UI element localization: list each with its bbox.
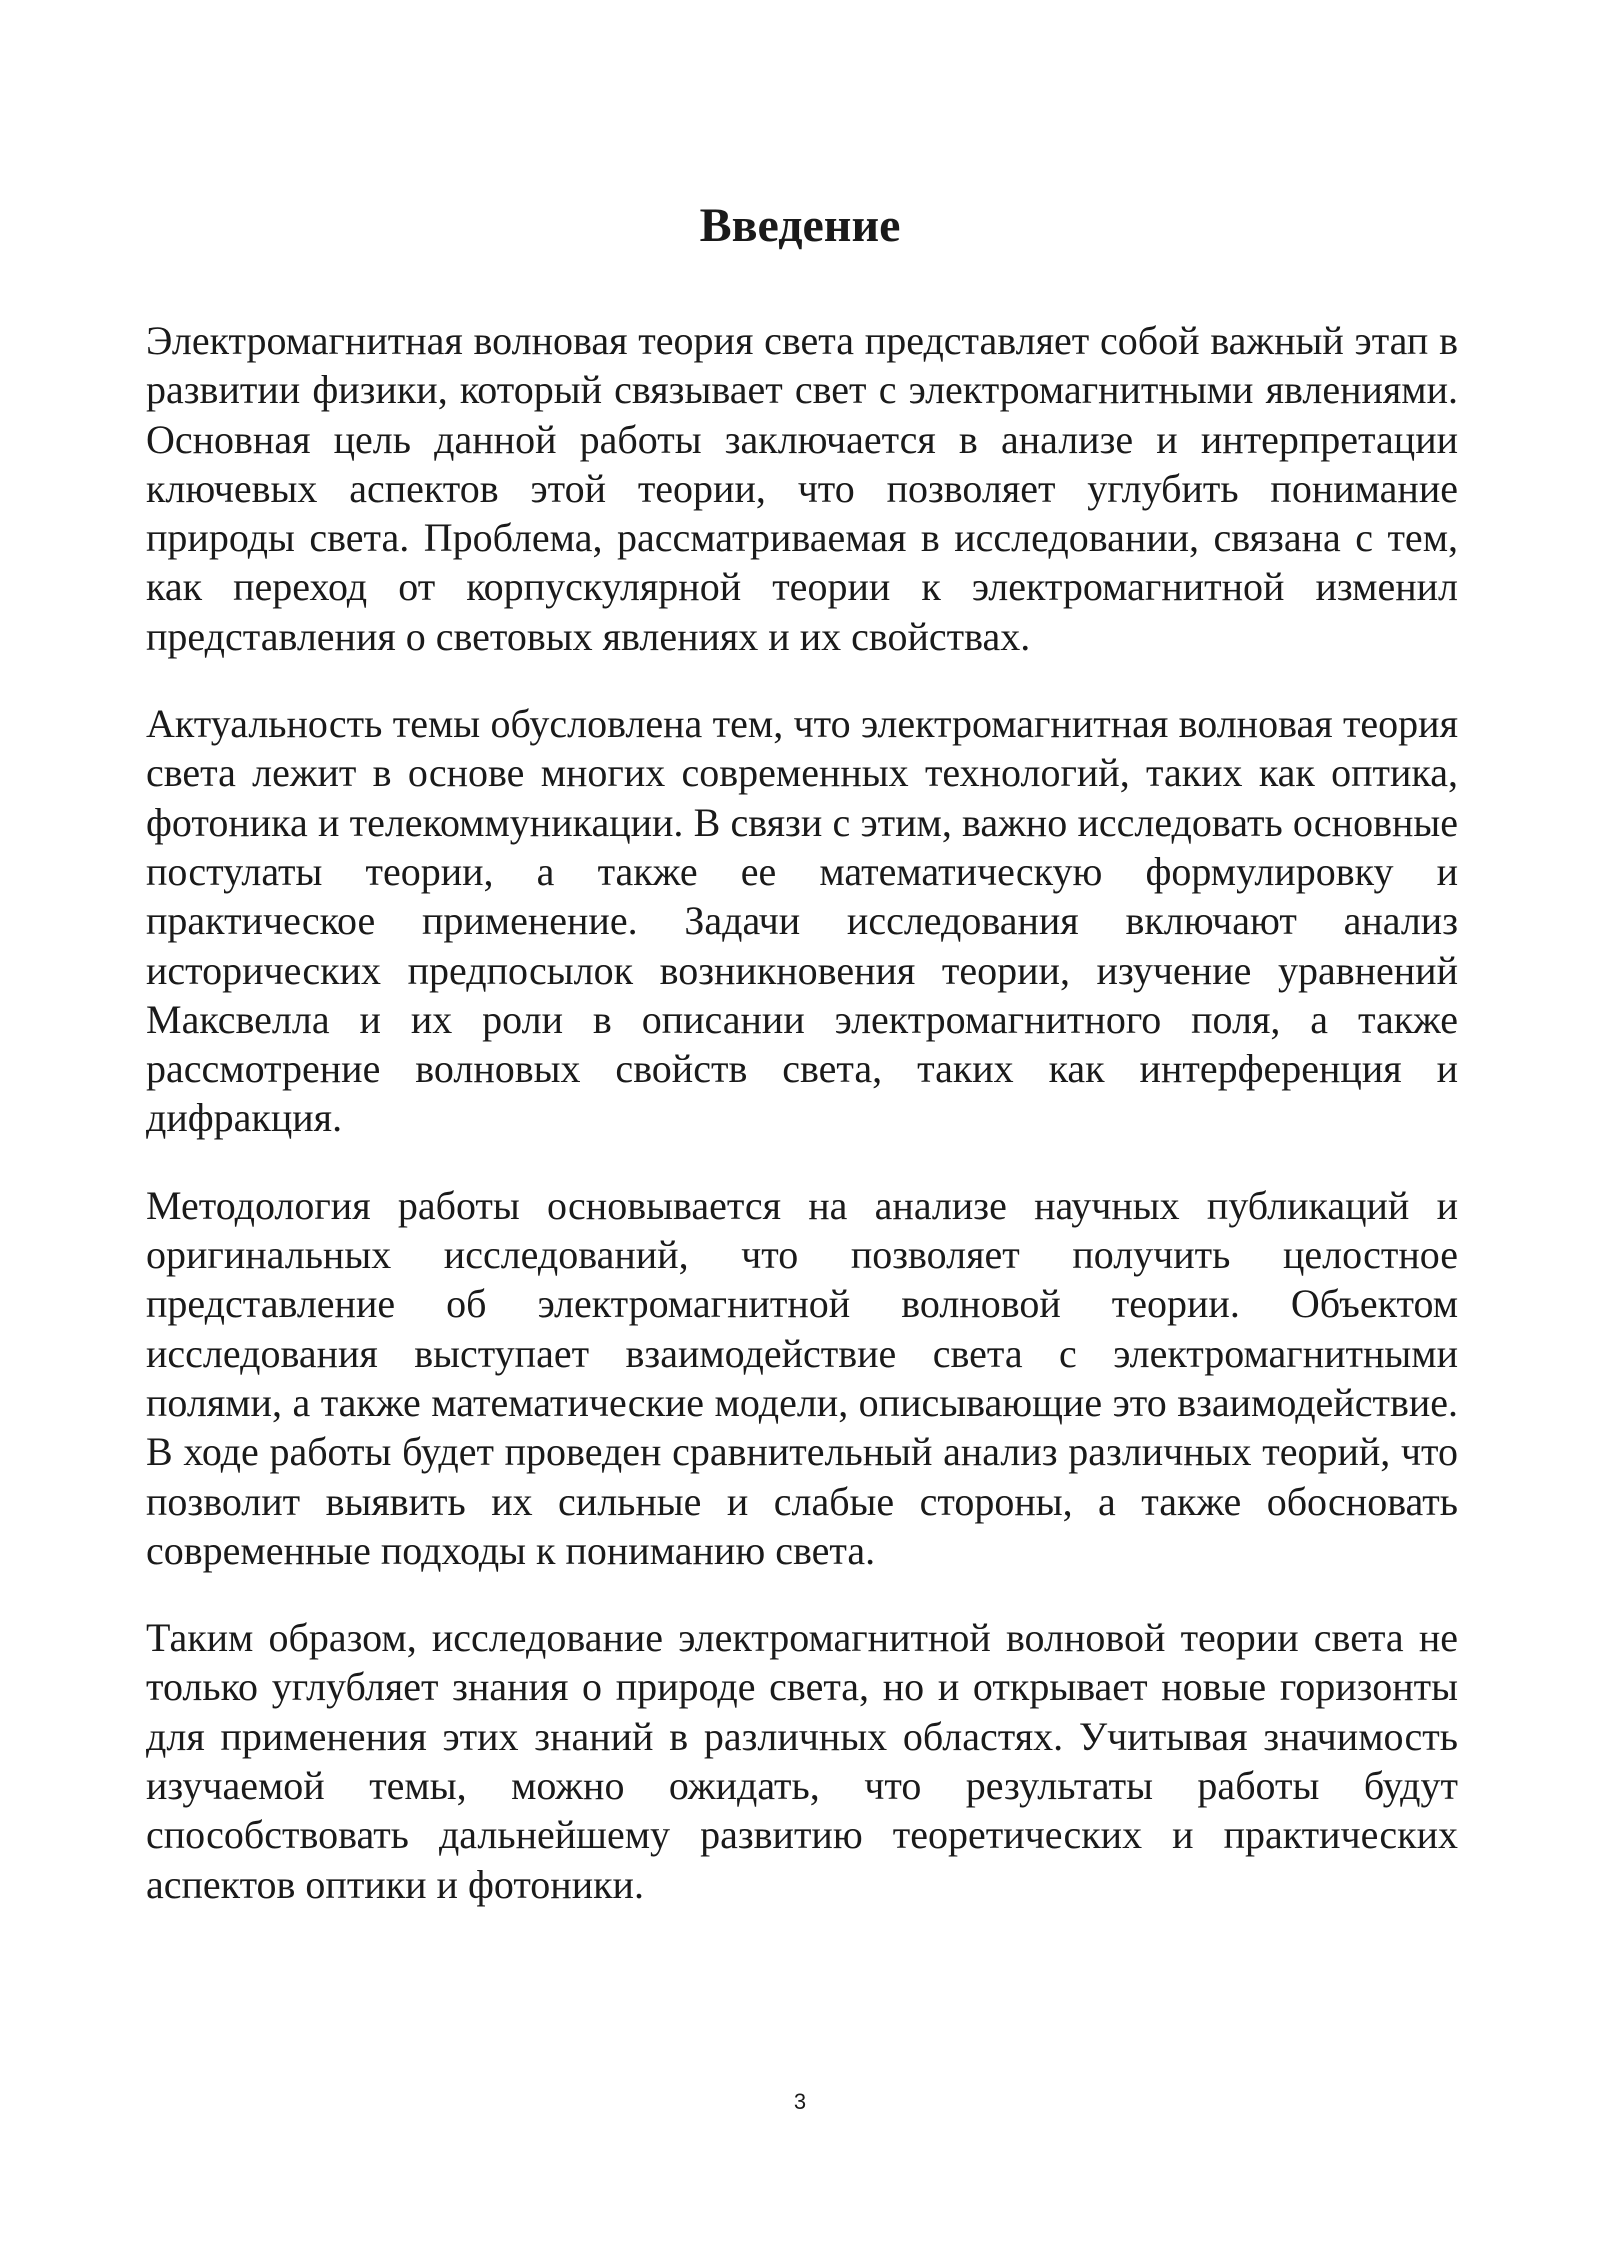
paragraph-methodology: Методология работы основывается на анализе научных публикаций и оригинальных исследований, что позволяет получить целостное представление об электромагнитной волновой теории. Объектом исследования выступает взаимодействие света с электромагнитными полями, а также математические модели, описывающие это взаимодействие. В ходе работы будет проведен сравнительный анализ различных теорий, что позволит выявить их сильные и слабые стороны, а также обосновать современные подходы к пониманию света. (146, 1182, 1458, 1573)
document-body (146, 316, 1458, 1947)
paragraph-purpose: Электромагнитная волновая теория света представляет собой важный этап в развитии физики, который связывает свет с электромагнитными явлениями. Основная цель данной работы заключается в анализе и интерпретации ключевых аспектов этой теории, что позволяет углубить понимание природы света. Проблема, рассматриваемая в исследовании, связана с тем, как переход от корпускулярной теории к электромагнитной изменил представления о световых явлениях и их свойствах. (146, 318, 1458, 659)
page-number: 3 (793, 2089, 807, 2114)
paragraph-conclusion: Таким образом, исследование электромагнитной волновой теории света не только углубляет знания о природе света, но и открывает новые горизонты для применения этих знаний в различных областях. Учитывая значимость изучаемой темы, можно ожидать, что результаты работы будут способствовать дальнейшему развитию теоретических и практических аспектов оптики и фотоники. (146, 1615, 1458, 1907)
paragraph-relevance: Актуальность темы обусловлена тем, что электромагнитная волновая теория света лежит в основе многих современных технологий, таких как оптика, фотоника и телекоммуникации. В связи с этим, важно исследовать основные постулаты теории, а также ее математическую формулировку и практическое применение. Задачи исследования включают анализ исторических предпосылок возникновения теории, изучение уравнений Максвелла и их роли в описании электромагнитного поля, а также рассмотрение волновых свойств света, таких как интерференция и дифракция. (146, 701, 1458, 1141)
page-title: Введение (699, 199, 901, 252)
